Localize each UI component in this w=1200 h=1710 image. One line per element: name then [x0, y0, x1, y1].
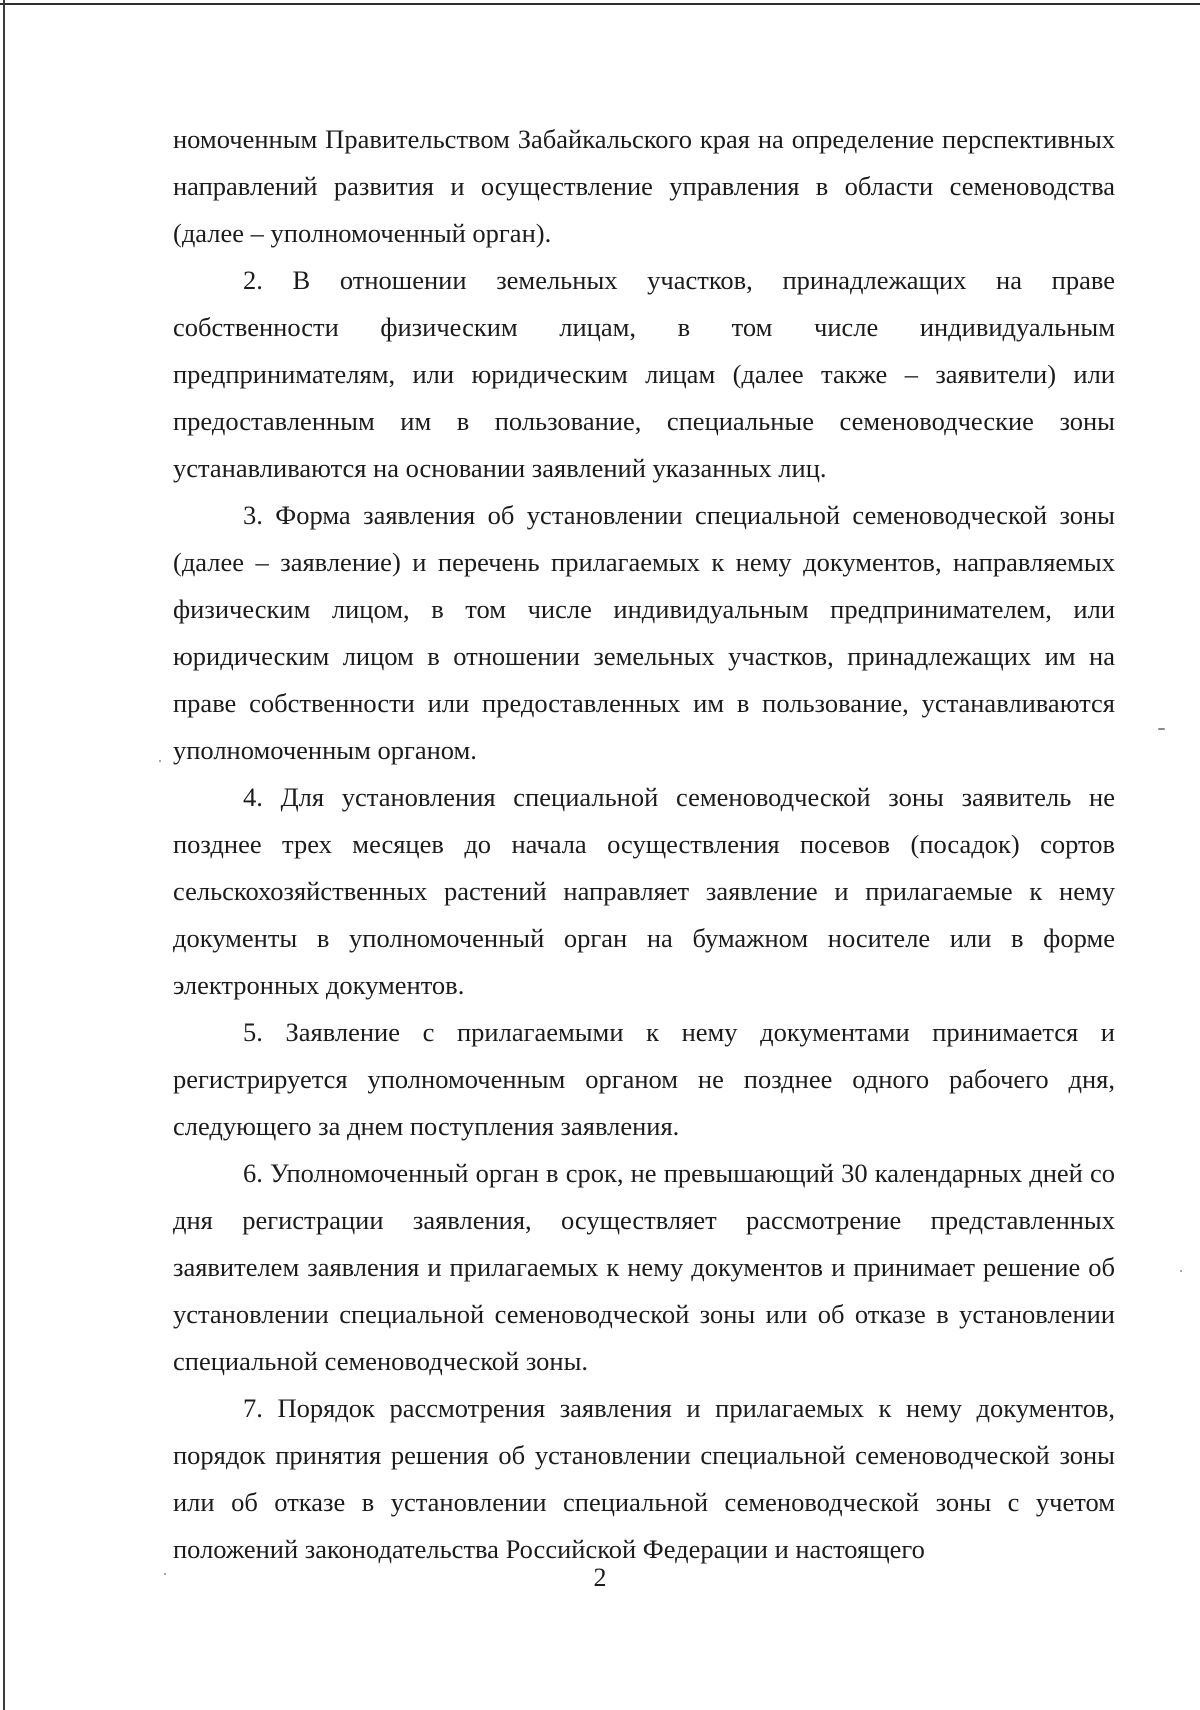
- scan-speck: [159, 760, 161, 762]
- paragraph-5: 5. Заявление с прилагаемыми к нему документами принимается и регистрируется уполномоченным органом не позднее одного рабочего дня, следующего за днем поступления заявления.: [173, 1017, 1115, 1141]
- paragraph-6: 6. Уполномоченный орган в срок, не превышающий 30 календарных дней со дня регистрации заявления, осуществляет рассмотрение представленных заявителем заявления и прилагаемых к нему документов и принимает решение об установлении специальной семеноводческой зоны или об отказе в установлении специальной семеноводческой зоны.: [173, 1158, 1115, 1376]
- scan-speck: [164, 1573, 166, 1575]
- scan-speck: [1158, 728, 1165, 730]
- page-number: 2: [593, 1563, 607, 1592]
- paragraph-7: 7. Порядок рассмотрения заявления и прилагаемых к нему документов, порядок принятия решения об установлении специальной семеноводческой зоны или об отказе в установлении специальной семеноводческой зоны с учетом положений законодательства Российской Федерации и настоящего: [173, 1393, 1115, 1564]
- paragraph-continuation: номоченным Правительством Забайкальского края на определение перспективных направлений развития и осуществление управления в области семеноводства (далее – уполномоченный орган).: [173, 124, 1115, 248]
- paragraph-4: 4. Для установления специальной семеноводческой зоны заявитель не позднее трех месяцев до начала осуществления посевов (посадок) сортов сельскохозяйственных растений направляет заявление и прилагаемые к нему документы в уполномоченный орган на бумажном носителе или в форме электронных документов.: [173, 782, 1115, 1000]
- paragraph-2: 2. В отношении земельных участков, принадлежащих на праве собственности физическим лицам, в том числе индивидуальным предпринимателям, или юридическим лицам (далее также – заявители) или предоставленным им в пользование, специальные семеноводческие зоны устанавливаются на основании заявлений указанных лиц.: [173, 265, 1115, 483]
- scan-speck: [1180, 1270, 1182, 1272]
- document-body: [173, 116, 1115, 1573]
- paragraph-3: 3. Форма заявления об установлении специальной семеноводческой зоны (далее – заявление) и перечень прилагаемых к нему документов, направляемых физическим лицом, в том числе индивидуальным предпринимателем, или юридическим лицом в отношении земельных участков, принадлежащих им на праве собственности или предоставленных им в пользование, устанавливаются уполномоченным органом.: [173, 500, 1115, 765]
